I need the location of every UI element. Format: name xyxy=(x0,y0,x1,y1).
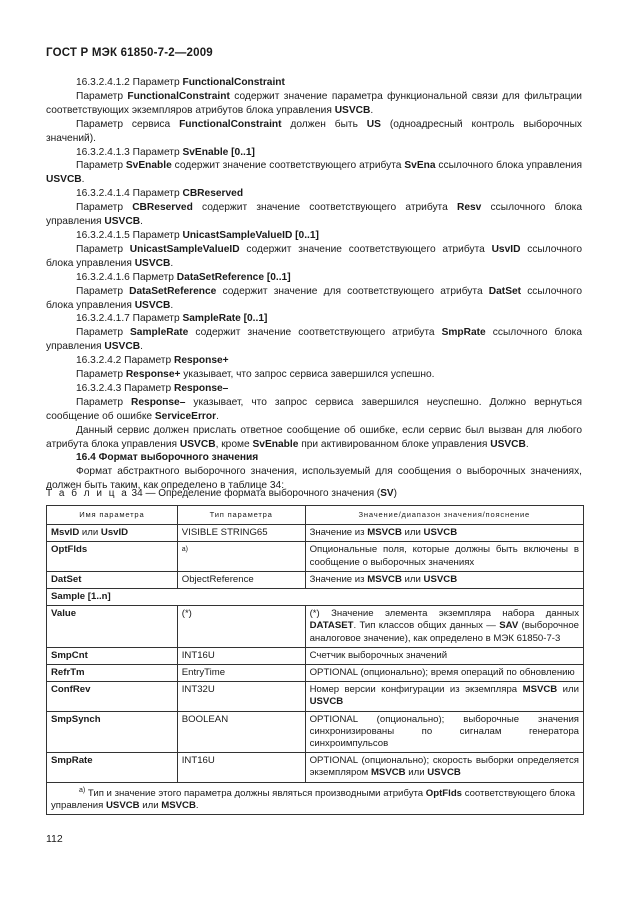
cell-param-type xyxy=(177,682,305,711)
text-run: при активированном блоке управления xyxy=(298,438,491,450)
text-run: Опциональные поля, которые должны быть включены в сообщение о выборочных значениях xyxy=(309,544,579,568)
text-run: Значение из xyxy=(309,527,368,539)
paragraph xyxy=(46,201,582,229)
cell-param-name xyxy=(47,682,178,711)
text-run: содержит значение параметра функциональной связи для фильтрации соответствующих экземпляров атрибутов блока управления xyxy=(46,90,582,116)
text-run: FunctionalConstraint xyxy=(127,90,230,102)
text-run: 16.3.2.4.1.7 Параметр xyxy=(76,313,183,325)
cell-param-type xyxy=(177,665,305,682)
paragraph xyxy=(46,396,582,424)
text-run: 16.4 Формат выборочного значения xyxy=(76,452,259,464)
cell-param-type xyxy=(177,525,305,542)
text-run: SmpRate xyxy=(441,327,486,339)
paragraph xyxy=(46,229,582,243)
text-run: содержит значение соответствующего атрибута xyxy=(171,160,405,172)
text-run: ссылочного блока управления xyxy=(46,202,582,228)
text-run: OptFlds xyxy=(425,787,463,799)
text-run: Параметр xyxy=(76,202,133,214)
text-run: MSVCB xyxy=(367,527,402,539)
table-row xyxy=(47,647,584,664)
text-run: SampleRate [0..1] xyxy=(182,313,268,325)
table-row xyxy=(47,571,584,588)
text-run: RefrTm xyxy=(51,667,85,679)
text-run: USVCB xyxy=(179,438,216,450)
text-run: , кроме xyxy=(215,438,253,450)
cell-param-description xyxy=(305,525,583,542)
text-run: Параметр xyxy=(76,369,126,381)
text-run: UnicastSampleValueID [0..1] xyxy=(182,229,319,241)
text-run: 16.3.2.4.1.4 Параметр xyxy=(76,188,183,200)
text-run: 16.3.2.4.1.2 Параметр xyxy=(76,77,183,88)
text-run: . xyxy=(170,299,174,311)
type-text: EntryTime xyxy=(181,667,226,679)
type-text: VISIBLE STRING65 xyxy=(181,527,268,539)
text-run: 16.3.2.4.1.6 Парметр xyxy=(76,271,177,283)
cell-param-name xyxy=(47,589,584,606)
type-text: (*) xyxy=(181,608,192,620)
table-footnote-row xyxy=(47,782,584,815)
text-run: USVCB xyxy=(423,573,458,585)
text-run: содержит значение соответствующего атрибута xyxy=(239,243,492,255)
text-run: MsvID xyxy=(51,527,80,539)
text-run: FunctionalConstraint xyxy=(182,77,285,88)
text-run: 16.3.2.4.1.5 Параметр xyxy=(76,229,183,241)
text-run: Response+ xyxy=(125,369,181,381)
paragraph xyxy=(46,243,582,271)
text-run: USVCB xyxy=(104,216,141,228)
text-run: SmpSynch xyxy=(51,713,101,725)
text-run: UsvID xyxy=(100,527,129,539)
text-run: DATASET xyxy=(309,620,354,632)
text-run: SvEnable [0..1] xyxy=(182,146,255,158)
text-run: USVCB xyxy=(104,341,141,353)
text-run: указывает, что запрос сервиса завершился неуспешно. Должно вернуться сообщение об ошибке xyxy=(46,396,582,422)
text-run: SAV xyxy=(499,620,519,632)
text-run: 16.3.2.4.1.3 Параметр xyxy=(76,146,183,158)
text-run: или xyxy=(79,527,101,539)
sv-format-table xyxy=(46,505,584,815)
paragraph xyxy=(46,146,582,160)
text-run: FunctionalConstraint xyxy=(179,118,282,130)
text-run: ссылочного блока управления xyxy=(46,285,582,311)
cell-param-description xyxy=(305,665,583,682)
text-run: MSVCB xyxy=(370,767,406,779)
cell-param-name xyxy=(47,525,178,542)
text-run: Тип и значение этого параметра должны являться производными атрибута xyxy=(85,787,426,799)
text-run: DataSetReference [0..1] xyxy=(176,271,291,283)
paragraph xyxy=(46,451,582,465)
text-run: MSVCB xyxy=(161,800,196,812)
text-run: SmpCnt xyxy=(51,649,88,661)
type-text: BOOLEAN xyxy=(181,713,229,725)
table-row xyxy=(47,542,584,571)
text-run: OPTIONAL (опционально); скорость выборки определяется экземпляром xyxy=(309,755,579,779)
text-run: . xyxy=(81,174,85,186)
table-caption xyxy=(46,488,397,499)
text-run: Response– xyxy=(173,382,229,394)
text-run: (выборочное аналоговое значение), как определено в МЭК 61850-7-3 xyxy=(309,620,579,644)
text-run: содержит значение соответствующего атрибута xyxy=(192,202,457,214)
cell-param-description xyxy=(305,571,583,588)
paragraph xyxy=(46,118,582,146)
cell-param-name xyxy=(47,542,178,571)
cell-param-name xyxy=(47,665,178,682)
paragraph xyxy=(46,90,582,118)
text-run: SvEna xyxy=(404,160,436,172)
text-run: ServiceError xyxy=(154,410,217,422)
text-run: SmpRate xyxy=(51,755,93,767)
paragraph xyxy=(46,326,582,354)
text-run: OptFlds xyxy=(51,544,88,556)
text-run: SvEnable xyxy=(125,160,172,172)
cell-param-description xyxy=(305,711,583,753)
text-run: USVCB xyxy=(134,257,171,269)
paragraph xyxy=(46,285,582,313)
table-header-row xyxy=(47,506,584,525)
type-text: INT16U xyxy=(181,649,215,661)
cell-param-type xyxy=(177,647,305,664)
cell-param-type xyxy=(177,571,305,588)
text-run: . xyxy=(140,341,143,353)
text-run: ConfRev xyxy=(51,684,91,696)
paragraph xyxy=(46,76,582,90)
cell-param-description xyxy=(305,647,583,664)
text-run: или xyxy=(401,573,424,585)
text-run: ссылочного блока управления xyxy=(46,327,582,353)
page-number: 112 xyxy=(46,833,63,845)
cell-param-description xyxy=(305,542,583,571)
text-run: . xyxy=(170,257,174,269)
text-run: Параметр xyxy=(76,243,130,255)
cell-param-name xyxy=(47,753,178,782)
cell-param-name xyxy=(47,711,178,753)
text-run: SampleRate xyxy=(130,327,189,339)
table-row xyxy=(47,711,584,753)
text-run: . xyxy=(525,438,529,450)
text-run: a) xyxy=(79,786,86,794)
text-run: OPTIONAL (опционально); время операций по обновлению xyxy=(309,667,575,679)
cell-param-name xyxy=(47,606,178,648)
paragraph xyxy=(46,312,582,326)
text-run: USVCB xyxy=(490,438,526,450)
text-run: Номер версии конфигурации из экземпляра xyxy=(309,684,523,696)
paragraph xyxy=(46,271,582,285)
cell-param-type xyxy=(177,606,305,648)
text-run: USVCB xyxy=(334,104,371,116)
text-run: Счетчик выборочных значений xyxy=(309,649,448,661)
table-row xyxy=(47,606,584,648)
text-run: . xyxy=(140,216,143,228)
text-run: . Тип классов общих данных — xyxy=(353,620,500,632)
text-run: или xyxy=(401,527,424,539)
paragraph xyxy=(46,382,582,396)
text-run: USVCB xyxy=(134,299,171,311)
text-run: Response+ xyxy=(173,355,229,367)
cell-param-name xyxy=(47,571,178,588)
cell-param-type xyxy=(177,711,305,753)
text-run: Response– xyxy=(131,396,186,408)
text-run: DatSet xyxy=(488,285,522,297)
text-run: US xyxy=(366,118,381,130)
table-row xyxy=(47,682,584,711)
caption-prefix: Т а б л и ц а xyxy=(46,488,129,499)
text-run: соответствующего блока управления xyxy=(51,787,576,812)
cell-param-name xyxy=(47,647,178,664)
text-run: MSVCB xyxy=(367,573,402,585)
text-run: UsvID xyxy=(491,243,521,255)
text-run: SvEnable xyxy=(252,438,299,450)
text-run: Данный сервис должен прислать ответное сообщение об ошибке, если сервис был вызван для любого атрибута блока управления xyxy=(46,424,582,450)
paragraph xyxy=(46,159,582,187)
text-run: USVCB xyxy=(423,527,458,539)
cell-param-description xyxy=(305,753,583,782)
text-run: USVCB xyxy=(309,696,344,708)
document-header: ГОСТ Р МЭК 61850-7-2—2009 xyxy=(46,47,213,59)
paragraph xyxy=(46,368,582,382)
text-run: Value xyxy=(51,608,77,620)
paragraph xyxy=(46,424,582,452)
header-param-name: Имя параметра xyxy=(47,506,178,525)
text-run: CBReserved xyxy=(132,202,193,214)
text-run: ссылочного блока управления xyxy=(435,160,582,172)
text-run: или xyxy=(139,800,162,812)
type-text: INT32U xyxy=(181,684,215,696)
text-run: . xyxy=(370,104,374,116)
body-text xyxy=(46,76,582,493)
text-run: или xyxy=(405,767,428,779)
cell-param-type xyxy=(177,753,305,782)
text-run: . xyxy=(195,800,199,812)
text-run: 16.3.2.4.3 Параметр xyxy=(76,382,174,394)
text-run: содержит значение соответствующего атрибута xyxy=(188,327,442,339)
text-run: DatSet xyxy=(51,573,82,585)
text-run: Формат абстрактного выборочного значения, используемый для сообщения о выборочных значениях, должен быть таким, как определено в таблице 34: xyxy=(46,466,582,492)
caption-bold: SV xyxy=(380,488,394,499)
table-row xyxy=(47,665,584,682)
footnote-indent xyxy=(51,788,79,799)
text-run: 16.3.2.4.2 Параметр xyxy=(76,355,174,367)
text-run: ссылочного блока управления xyxy=(46,243,582,269)
text-run: Значение из xyxy=(309,573,368,585)
text-run: указывает, что запрос сервиса завершился успешно. xyxy=(180,369,435,381)
text-run: DataSetReference xyxy=(129,285,217,297)
text-run: Sample [1..n] xyxy=(51,591,111,603)
type-text: INT16U xyxy=(181,755,215,767)
cell-param-type xyxy=(177,542,305,571)
text-run: USVCB xyxy=(106,800,140,812)
text-run: (одноадресный контроль выборочных значений). xyxy=(46,118,582,144)
caption-text: 34 — Определение формата выборочного значения ( xyxy=(128,488,381,499)
text-run: Параметр xyxy=(76,285,130,297)
header-param-type: Тип параметра xyxy=(177,506,305,525)
type-text: ObjectReference xyxy=(181,573,254,585)
table-row xyxy=(47,589,584,606)
table-footnote xyxy=(47,782,584,815)
type-text: a) xyxy=(181,546,188,554)
caption-suffix: ) xyxy=(393,488,397,499)
paragraph xyxy=(46,354,582,368)
text-run: Resv xyxy=(456,202,482,214)
text-run: (*) Значение элемента экземпляра набора данных xyxy=(309,608,579,620)
table-row xyxy=(47,753,584,782)
table-row xyxy=(47,525,584,542)
text-run: USVCB xyxy=(427,767,461,779)
text-run: . xyxy=(216,410,219,422)
text-run: содержит значение для соответствующего атрибута xyxy=(216,285,489,297)
cell-param-description xyxy=(305,682,583,711)
text-run: Параметр xyxy=(76,327,131,339)
text-run: USVCB xyxy=(46,174,82,186)
text-run: UnicastSampleValueID xyxy=(129,243,240,255)
text-run: MSVCB xyxy=(522,684,558,696)
text-run: Параметр xyxy=(76,90,128,102)
text-run: или xyxy=(557,684,580,696)
cell-param-description xyxy=(305,606,583,648)
text-run: Параметр xyxy=(76,396,131,408)
text-run: OPTIONAL (опционально); выборочные значения синхронизированы по сигналам генератора синхроимпульсов xyxy=(309,713,579,750)
paragraph xyxy=(46,187,582,201)
text-run: должен быть xyxy=(281,118,367,130)
text-run: Параметр xyxy=(76,160,126,172)
text-run: CBReserved xyxy=(182,188,244,200)
header-param-value: Значение/диапазон значения/пояснение xyxy=(305,506,583,525)
text-run: Параметр сервиса xyxy=(76,118,180,130)
